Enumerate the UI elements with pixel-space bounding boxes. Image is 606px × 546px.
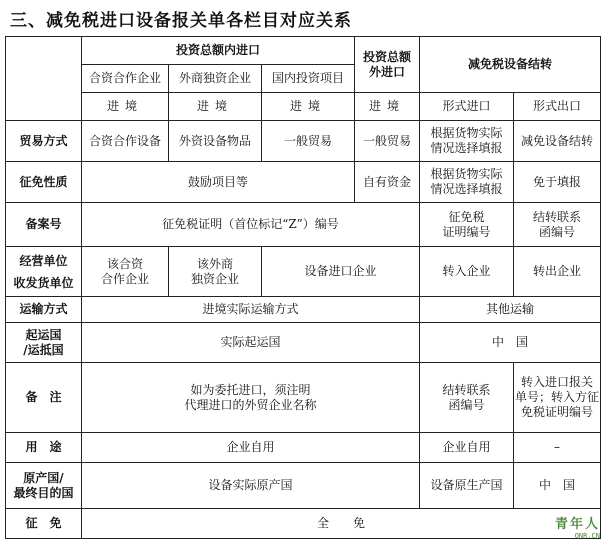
row-label-departure-line1: 起运国 — [25, 327, 62, 342]
row-label-remarks: 备 注 — [6, 363, 82, 433]
cell-remarks-form-in-line1: 结转联系 — [442, 382, 491, 397]
cell-remarks-form-out-line2: 单号；转入方征 — [515, 390, 600, 404]
cell-trade-out: 一般贸易 — [355, 121, 420, 162]
cell-operator-jv-line2: 合作企业 — [100, 271, 149, 286]
corner-cell — [6, 37, 82, 121]
row-label-trade-mode: 贸易方式 — [6, 121, 82, 162]
cell-remarks-form-out-line3: 免税证明编号 — [521, 405, 594, 419]
group-header-invest-out — [355, 37, 420, 93]
group-header-carry-over: 减免税设备结转 — [420, 37, 601, 93]
cell-departure-main: 实际起运国 — [82, 323, 420, 363]
cell-levy-out: 自有资金 — [355, 162, 420, 203]
cell-record-form-in-line2: 证明编号 — [442, 224, 491, 239]
cell-operator-jv — [82, 247, 169, 297]
entry-cell-domestic: 进境 — [262, 93, 355, 121]
cell-trade-foreign: 外资设备物品 — [169, 121, 262, 162]
cell-remarks-main — [82, 363, 420, 433]
cell-exemption-main: 全 免 — [82, 509, 601, 539]
cell-usage-form-in: 企业自用 — [420, 433, 514, 463]
cell-transport-main: 进境实际运输方式 — [82, 297, 420, 323]
cell-trade-form-out: 减免设备结转 — [514, 121, 601, 162]
cell-trade-form-in-line1: 根据货物实际 — [430, 126, 503, 140]
row-label-transport: 运输方式 — [6, 297, 82, 323]
correspondence-table — [5, 36, 601, 539]
cell-usage-main: 企业自用 — [82, 433, 420, 463]
cell-record-form-out-line2: 函编号 — [539, 224, 576, 239]
group-header-invest-in: 投资总额内进口 — [82, 37, 355, 65]
cell-operator-foreign-line2: 独资企业 — [190, 271, 239, 286]
cell-operator-form-in: 转入企业 — [420, 247, 514, 297]
row-label-departure-line2: /运抵国 — [23, 342, 64, 357]
cell-remarks-main-line2: 代理进口的外贸企业名称 — [184, 397, 317, 412]
cell-operator-jv-line1: 该合资 — [106, 256, 143, 271]
col-header-form-out: 形式出口 — [514, 93, 601, 121]
row-label-usage: 用 途 — [6, 433, 82, 463]
cell-levy-form-in-line2: 情况选择填报 — [430, 182, 503, 196]
row-label-origin-line1: 原产国/ — [23, 470, 64, 485]
group-header-invest-out-line2: 外进口 — [369, 64, 406, 79]
row-label-departure-country — [6, 323, 82, 363]
row-label-record-number: 备案号 — [6, 203, 82, 247]
cell-remarks-main-line1: 如为委托进口，须注明 — [190, 382, 311, 397]
row-label-operator-line1: 经营单位 — [19, 253, 68, 268]
cell-transport-carry: 其他运输 — [420, 297, 601, 323]
cell-origin-form-out: 中 国 — [514, 463, 601, 509]
cell-record-form-in-line1: 征免税 — [448, 209, 485, 224]
row-operator — [6, 247, 601, 297]
cell-departure-carry: 中 国 — [420, 323, 601, 363]
cell-usage-form-out: – — [514, 433, 601, 463]
row-exemption — [6, 509, 601, 539]
cell-trade-form-in — [420, 121, 514, 162]
cell-remarks-form-in — [420, 363, 514, 433]
cell-levy-form-in-line1: 根据货物实际 — [430, 167, 503, 181]
cell-remarks-form-in-line2: 函编号 — [448, 397, 485, 412]
cell-record-form-out — [514, 203, 601, 247]
cell-origin-form-in: 设备原生产国 — [420, 463, 514, 509]
row-label-operator-line2: 收发货单位 — [13, 275, 74, 290]
cell-trade-form-in-line2: 情况选择填报 — [430, 141, 503, 155]
cell-remarks-form-out — [514, 363, 601, 433]
row-levy-nature — [6, 162, 601, 203]
page-title: 三、减免税进口设备报关单各栏目对应关系 — [10, 11, 352, 31]
col-header-jv: 合资合作企业 — [82, 65, 169, 93]
row-trade-mode — [6, 121, 601, 162]
cell-levy-in: 鼓励项目等 — [82, 162, 355, 203]
watermark-logo-text: 青年人 — [554, 517, 600, 532]
cell-record-form-in — [420, 203, 514, 247]
col-header-domestic: 国内投资项目 — [262, 65, 355, 93]
entry-cell-jv: 进境 — [82, 93, 169, 121]
entry-cell-foreign: 进境 — [169, 93, 262, 121]
row-transport — [6, 297, 601, 323]
cell-record-form-out-line1: 结转联系 — [533, 209, 582, 224]
row-label-exemption: 征 免 — [6, 509, 82, 539]
cell-record-main: 征免税证明（首位标记“Z”）编号 — [82, 203, 420, 247]
cell-operator-foreign-line1: 该外商 — [196, 256, 233, 271]
row-label-origin — [6, 463, 82, 509]
row-label-origin-line2: 最终目的国 — [13, 485, 74, 500]
watermark — [555, 513, 600, 540]
entry-row — [6, 93, 601, 121]
col-header-form-in: 形式进口 — [420, 93, 514, 121]
entry-cell-out: 进境 — [355, 93, 420, 121]
cell-operator-form-out: 转出企业 — [514, 247, 601, 297]
cell-remarks-form-out-line1: 转入进口报关 — [521, 375, 594, 389]
cell-trade-jv: 合资合作设备 — [82, 121, 169, 162]
row-origin — [6, 463, 601, 509]
cell-levy-form-out: 免于填报 — [514, 162, 601, 203]
cell-origin-main: 设备实际原产国 — [82, 463, 420, 509]
cell-trade-domestic: 一般贸易 — [262, 121, 355, 162]
row-label-operator — [6, 247, 82, 297]
row-label-levy-nature: 征免性质 — [6, 162, 82, 203]
cell-operator-rest: 设备进口企业 — [262, 247, 420, 297]
row-remarks — [6, 363, 601, 433]
row-record-number — [6, 203, 601, 247]
col-header-foreign: 外商独资企业 — [169, 65, 262, 93]
group-header-invest-out-line1: 投资总额 — [363, 49, 412, 64]
row-usage — [6, 433, 601, 463]
header-group-row — [6, 37, 601, 65]
cell-operator-foreign — [169, 247, 262, 297]
row-departure-country — [6, 323, 601, 363]
watermark-url: QNR.CN — [574, 532, 600, 540]
cell-levy-form-in — [420, 162, 514, 203]
